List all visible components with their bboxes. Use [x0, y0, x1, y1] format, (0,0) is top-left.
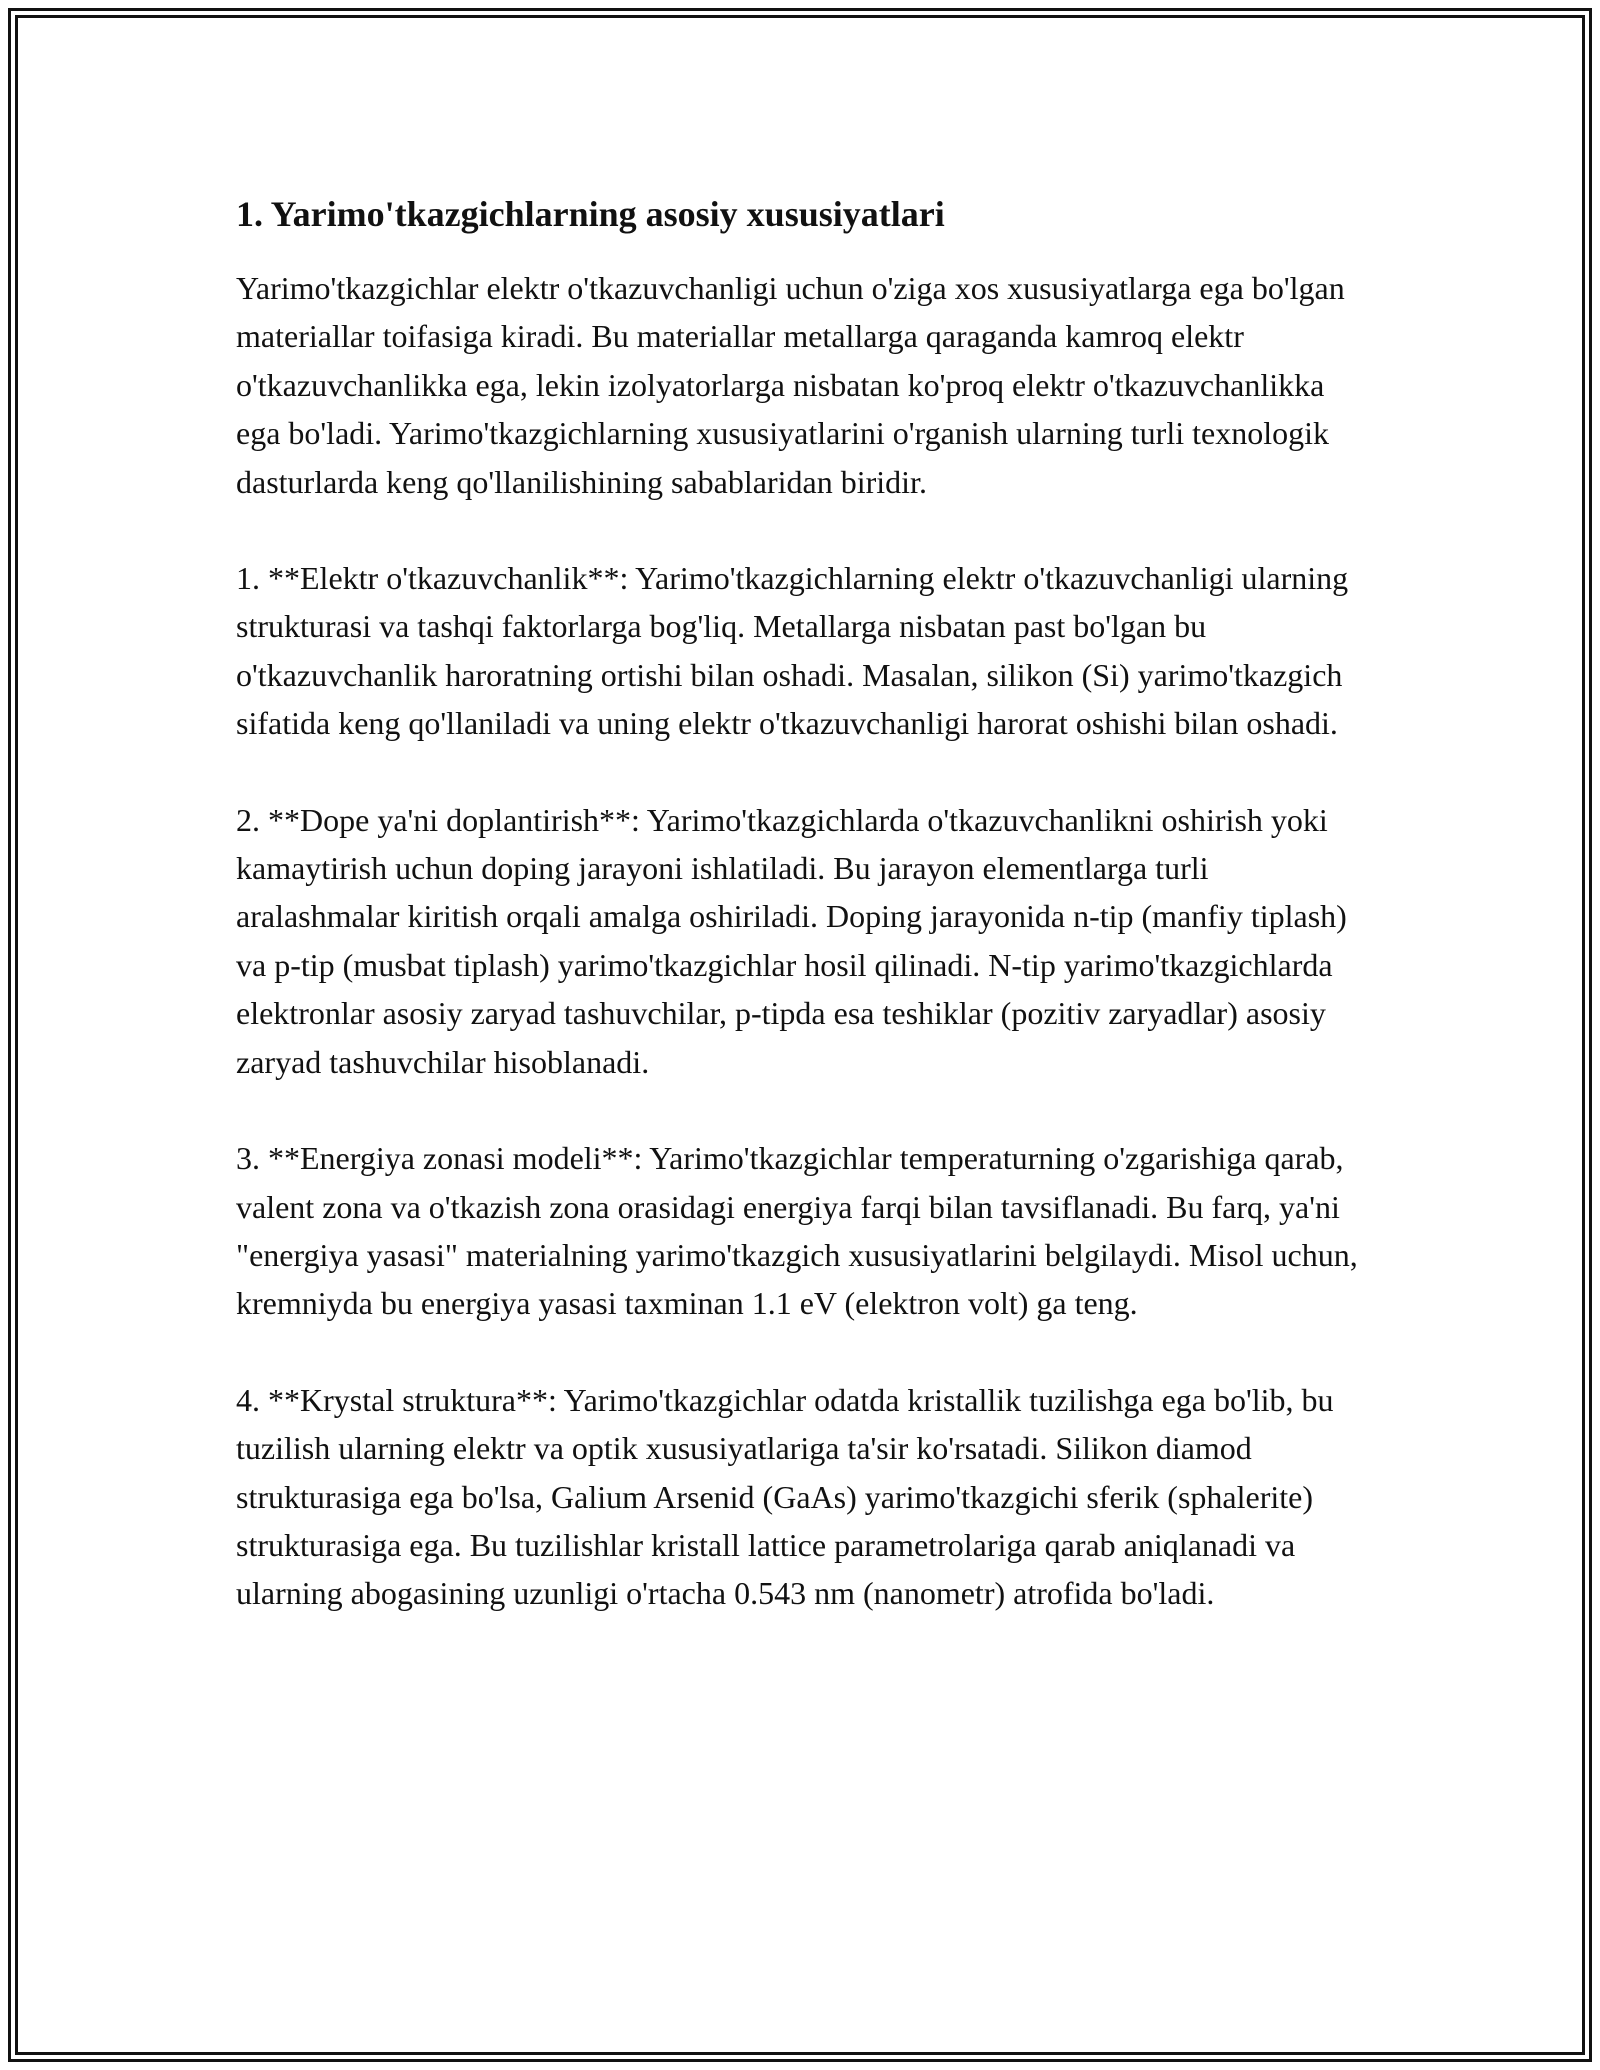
intro-paragraph: Yarimo'tkazgichlar elektr o'tkazuvchanligi uchun o'ziga xos xususiyatlarga ega bo'lgan materiallar toifasiga kiradi. Bu materiallar metallarga qaraganda kamroq elektr o'tkazuvchanlikka ega, lekin izolyatorlarga nisbatan ko'proq elektr o'tkazuvchanlikka ega bo'ladi. Yarimo'tkazgichlarning xususiyatlarini o'rganish ularning turli texnologik dasturlarda keng qo'llanilishining sabablaridan biridir. [236, 270, 1345, 500]
paragraph-doping: 2. **Dope ya'ni doplantirish**: Yarimo'tkazgichlarda o'tkazuvchanlikni oshirish yoki kamaytirish uchun doping jarayoni ishlatiladi. Bu jarayon elementlarga turli aralashmalar kiritish orqali amalga oshiriladi. Doping jarayonida n-tip (manfiy tiplash) va p-tip (musbat tiplash) yarimo'tkazgichlar hosil qilinadi. N-tip yarimo'tkazgichlarda elektronlar asosiy zaryad tashuvchilar, p-tipda esa teshiklar (pozitiv zaryadlar) asosiy zaryad tashuvchilar hisoblanadi. [236, 801, 1347, 1080]
paragraph-electrical-conductivity: 1. **Elektr o'tkazuvchanlik**: Yarimo'tkazgichlarning elektr o'tkazuvchanligi ularning strukturasi va tashqi faktorlarga bog'liq. Metallarga nisbatan past bo'lgan bu o'tkazuvchanlik haroratning ortishi bilan oshadi. Masalan, silikon (Si) yarimo'tkazgich sifatida keng qo'llaniladi va uning elektr o'tkazuvchanligi harorat oshishi bilan oshadi. [236, 560, 1349, 742]
paragraph-crystal-structure: 4. **Krystal struktura**: Yarimo'tkazgichlar odatda kristallik tuzilishga ega bo'lib, bu tuzilish ularning elektr va optik xususiyatlariga ta'sir ko'rsatadi. Silikon diamod strukturasiga ega bo'lsa, Galium Arsenid (GaAs) yarimo'tkazgichi sferik (sphalerite) strukturasiga ega. Bu tuzilishlar kristall lattice parametrolariga qarab aniqlanadi va ularning abogasining uzunligi o'rtacha 0.543 nm (nanometr) atrofida bo'ladi. [236, 1381, 1334, 1612]
section-heading: 1. Yarimo'tkazgichlarning asosiy xususiyatlari [236, 194, 945, 234]
document-body [236, 190, 1376, 1666]
paragraph-energy-band-model: 3. **Energiya zonasi modeli**: Yarimo'tkazgichlar temperaturning o'zgarishiga qarab, valent zona va o'tkazish zona orasidagi energiya farqi bilan tavsiflanadi. Bu farq, ya'ni "energiya yasasi" materialning yarimo'tkazgich xususiyatlarini belgilaydi. Misol uchun, kremniyda bu energiya yasasi taxminan 1.1 eV (elektron volt) ga teng. [236, 1140, 1358, 1322]
